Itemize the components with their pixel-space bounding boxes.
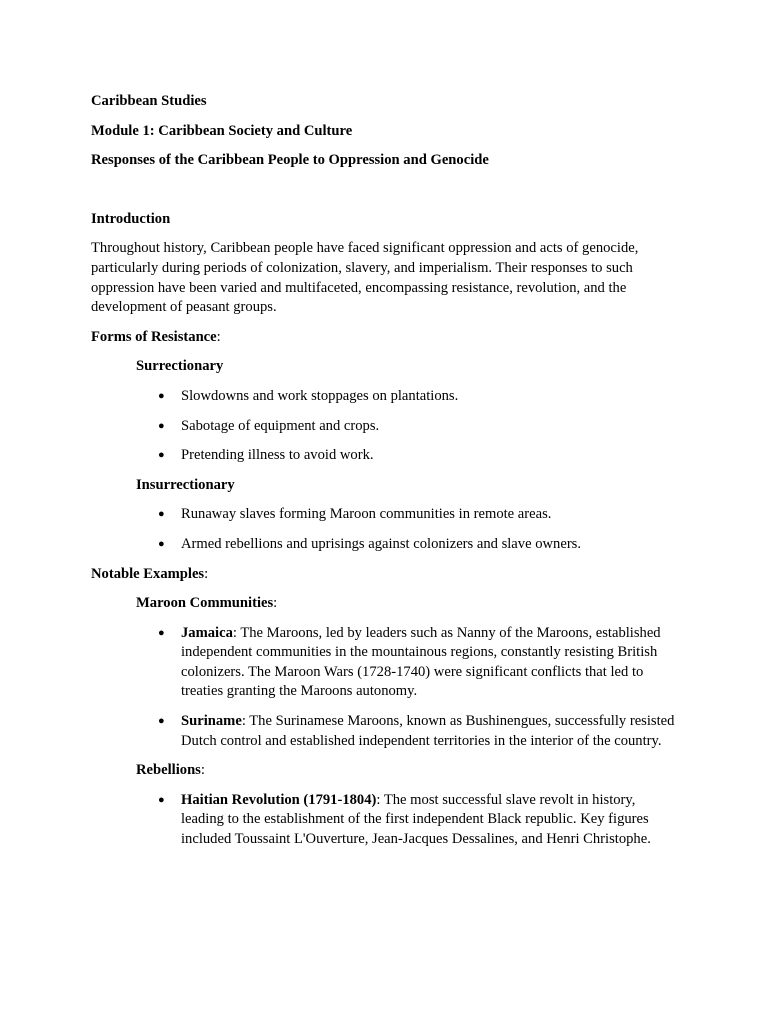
list-item [158,712,691,751]
list-item-text: Runaway slaves forming Maroon communities in remote areas. [181,506,552,523]
list-item-text: Armed rebellions and uprisings against colonizers and slave owners. [181,535,582,552]
bullet-icon: ● [158,508,165,521]
list-item [158,446,691,466]
list-item-term: Haitian Revolution (1791-1804) [181,791,377,808]
notable-examples-heading [91,565,691,585]
list-item-text: Pretending illness to avoid work. [181,447,374,464]
surrectionary-list [91,387,691,466]
list-item-term: Jamaica [181,624,233,641]
maroon-heading-colon: : [273,595,278,612]
notable-heading-colon: : [204,565,209,582]
forms-heading-text: Forms of Resistance [91,328,217,345]
rebellions-heading-colon: : [200,762,205,779]
list-item [158,505,691,525]
bullet-icon: ● [158,626,165,639]
rebellions-heading [136,761,691,781]
list-item [158,417,691,437]
list-item [158,791,691,850]
bullet-icon: ● [158,419,165,432]
forms-of-resistance-heading [91,328,691,348]
rebellions-list [91,791,691,850]
maroon-communities-heading [136,594,691,614]
maroon-heading-text: Maroon Communities [136,595,274,612]
list-item-text: : The most successful slave revolt in history, leading to the establishment of the first independent Black republic. Key figures included Toussaint L'Ouverture, Jean-Jacques Dessalines, and Henri Christophe. [181,791,651,848]
maroon-list [91,624,691,752]
bullet-icon: ● [158,537,165,550]
list-item [158,387,691,407]
list-item-text: : The Maroons, led by leaders such as Nanny of the Maroons, established independent communities in the mountainous regions, constantly resisting British colonizers. The Maroon Wars (1728-1740) were significant conflicts that led to treaties granting the Maroons autonomy. [181,624,661,700]
list-item-text: Sabotage of equipment and crops. [181,417,380,434]
bullet-icon: ● [158,715,165,728]
bullet-icon: ● [158,389,165,402]
surrectionary-heading: Surrectionary [136,358,224,375]
notable-heading-text: Notable Examples [91,565,205,582]
document-content [91,92,691,850]
introduction-heading: Introduction [91,210,171,227]
course-title: Caribbean Studies [91,93,207,109]
list-item [158,624,691,702]
forms-heading-colon: : [216,328,221,345]
introduction-paragraph: Throughout history, Caribbean people have faced significant oppression and acts of genocide, particularly during periods of colonization, slavery, and imperialism. Their responses to such oppression have been varied and multifaceted, encompassing resistance, revolution, and the development of peasant groups. [91,240,639,316]
bullet-icon: ● [158,793,165,806]
rebellions-heading-text: Rebellions [136,762,201,779]
insurrectionary-heading: Insurrectionary [136,476,235,493]
list-item [158,535,691,555]
topic-title: Responses of the Caribbean People to Oppression and Genocide [91,152,489,169]
bullet-icon: ● [158,449,165,462]
list-item-text: Slowdowns and work stoppages on plantations. [181,387,459,404]
module-title: Module 1: Caribbean Society and Culture [91,122,353,139]
insurrectionary-list [91,505,691,554]
list-item-text: : The Surinamese Maroons, known as Bushinengues, successfully resisted Dutch control and established independent territories in the interior of the country. [181,713,675,749]
list-item-term: Suriname [181,713,242,730]
